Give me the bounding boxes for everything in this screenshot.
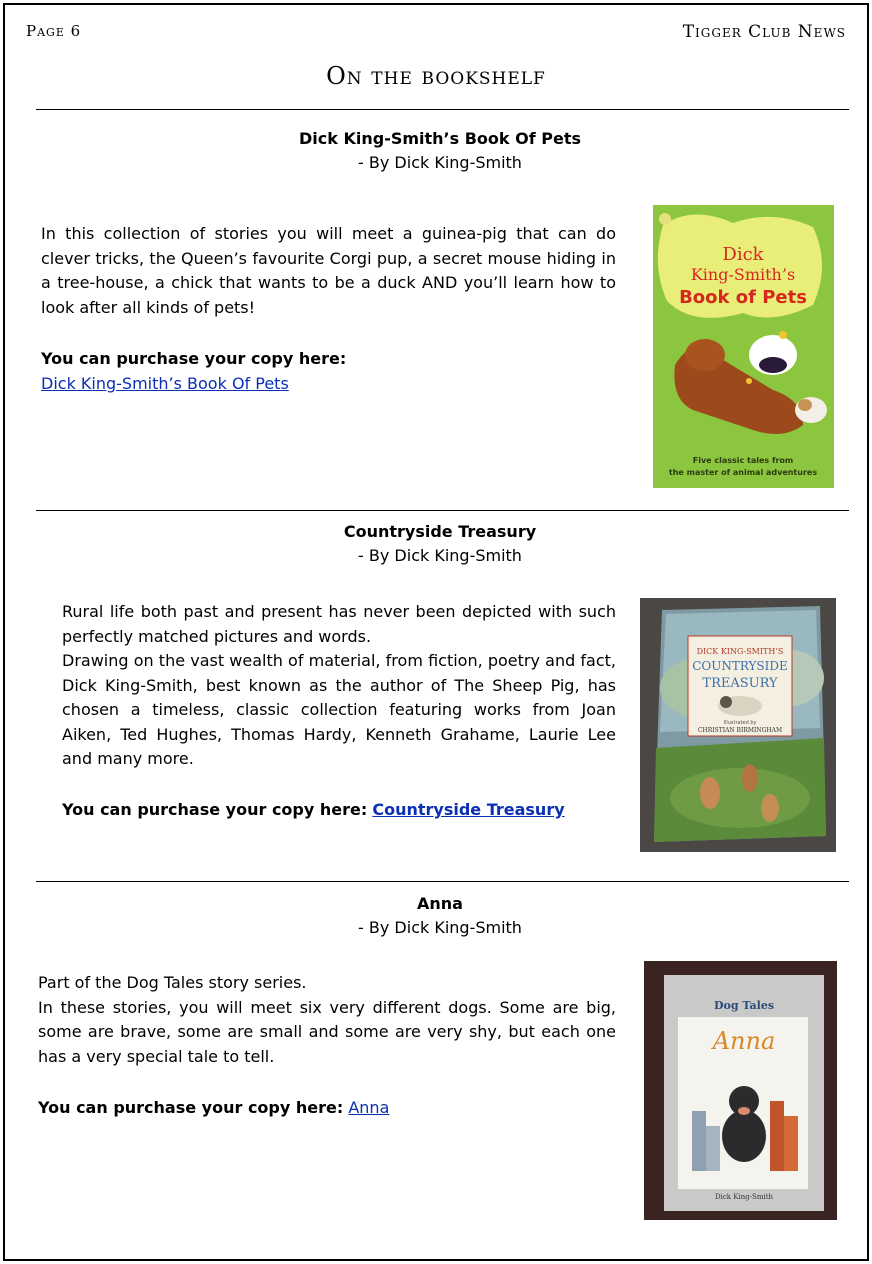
book-title: Anna bbox=[417, 894, 463, 913]
book-cover-countryside bbox=[640, 598, 836, 852]
book-byline: - By Dick King-Smith bbox=[358, 153, 522, 172]
newsletter-name: Tigger Club News bbox=[682, 22, 846, 42]
cover-series: Dog Tales bbox=[713, 999, 775, 1012]
book-cover-anna-art bbox=[644, 961, 837, 1220]
description-paragraph: In these stories, you will meet six very different dogs. Some are big, some are brave, some are small and some are very shy, but each one has a very special tale to tell. bbox=[38, 997, 616, 1066]
cover-line2: COUNTRYSIDE bbox=[692, 659, 788, 673]
cover-illustrated: Illustrated by bbox=[723, 720, 757, 726]
cover-name: Anna bbox=[712, 1027, 776, 1055]
purchase-block bbox=[62, 797, 622, 822]
cover-line1: DICK KING-SMITH’S bbox=[696, 647, 784, 656]
cover-tagline1: Five classic tales from bbox=[692, 456, 794, 465]
divider bbox=[36, 109, 849, 110]
description-paragraph: Rural life both past and present has never been depicted with such perfectly matched pictures and words. bbox=[62, 602, 616, 646]
purchase-link[interactable]: Dick King-Smith’s Book Of Pets bbox=[41, 374, 289, 393]
cover-line2: King-Smith’s bbox=[690, 265, 796, 284]
divider bbox=[36, 510, 849, 511]
page-number: Page 6 bbox=[26, 22, 82, 40]
purchase-label: You can purchase your copy here: bbox=[62, 800, 368, 819]
purchase-link[interactable]: Countryside Treasury bbox=[372, 800, 565, 819]
description-paragraph: Part of the Dog Tales story series. bbox=[38, 973, 307, 992]
purchase-label: You can purchase your copy here: bbox=[38, 1098, 344, 1117]
cover-line3: TREASURY bbox=[702, 676, 778, 691]
book-description bbox=[38, 971, 616, 1069]
book-description bbox=[62, 600, 616, 772]
cover-author: Dick King-Smith bbox=[714, 1193, 774, 1201]
description-paragraph: In this collection of stories you will meet a guinea-pig that can do clever tricks, the Queen’s favourite Corgi pup, a secret mouse hiding in a tree-house, a chick that wants to be a duck AND you’ll learn how to look after all kinds of pets! bbox=[41, 224, 616, 317]
section-title: On the bookshelf bbox=[326, 62, 546, 90]
book-byline: - By Dick King-Smith bbox=[358, 546, 522, 565]
purchase-block bbox=[38, 1095, 598, 1120]
cover-tagline2: the master of animal adventures bbox=[668, 468, 818, 477]
book-cover-pets bbox=[653, 205, 834, 488]
book-cover-pets-art bbox=[653, 205, 834, 488]
cover-line3: Book of Pets bbox=[679, 287, 807, 308]
book-cover-countryside-art bbox=[640, 598, 836, 852]
cover-illustrator: CHRISTIAN BIRMINGHAM bbox=[697, 727, 783, 734]
book-cover-anna bbox=[644, 961, 837, 1220]
purchase-link[interactable]: Anna bbox=[348, 1098, 390, 1117]
description-paragraph: Drawing on the vast wealth of material, from fiction, poetry and fact, Dick King-Smith, best known as the author of The Sheep Pig, has chosen a timeless, classic collection featuring works from Joan Aiken, Ted Hughes, Thomas Hardy, Kenneth Grahame, Laurie Lee and many more. bbox=[62, 651, 616, 768]
book-description bbox=[41, 222, 616, 320]
book-title: Dick King-Smith’s Book Of Pets bbox=[299, 129, 581, 148]
divider bbox=[36, 881, 849, 882]
purchase-label: You can purchase your copy here: bbox=[41, 349, 347, 368]
book-byline: - By Dick King-Smith bbox=[358, 918, 522, 937]
cover-line1: Dick bbox=[722, 244, 764, 265]
book-title: Countryside Treasury bbox=[343, 522, 537, 541]
purchase-block bbox=[41, 346, 601, 396]
